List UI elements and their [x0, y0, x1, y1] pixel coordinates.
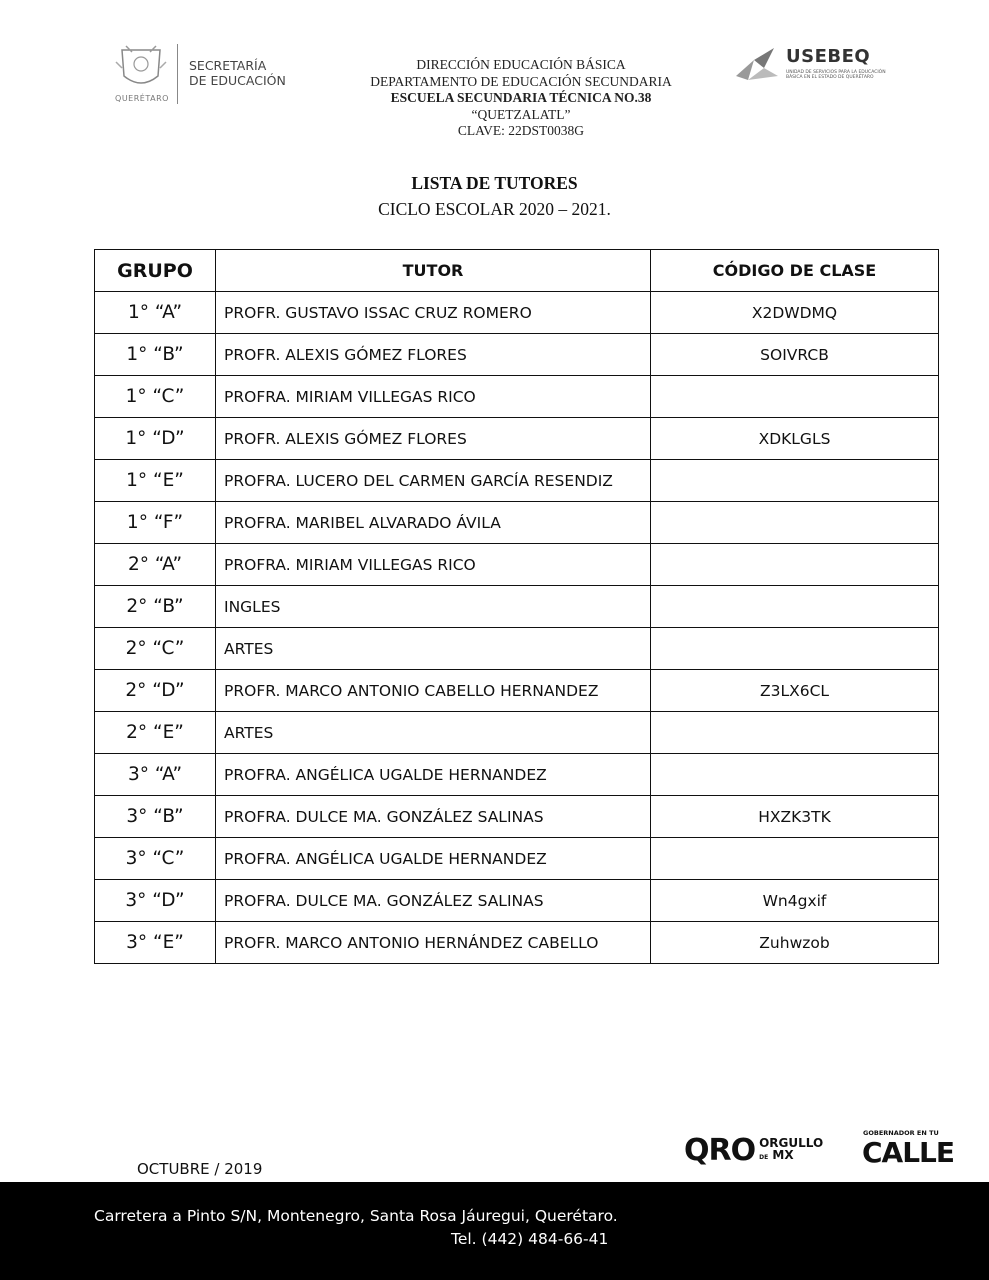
- codigo-cell: [651, 586, 939, 628]
- grupo-cell: 3° “C”: [95, 838, 216, 880]
- header-line-direccion: DIRECCIÓN EDUCACIÓN BÁSICA: [416, 57, 626, 72]
- qro-orgullo-logo: [684, 1133, 823, 1168]
- tutor-cell: PROFR. ALEXIS GÓMEZ FLORES: [216, 334, 651, 376]
- grupo-cell: 2° “D”: [95, 670, 216, 712]
- table-row: [95, 502, 939, 544]
- codigo-cell: [651, 838, 939, 880]
- grupo-cell: 1° “B”: [95, 334, 216, 376]
- grupo-cell: 1° “F”: [95, 502, 216, 544]
- page-subtitle: CICLO ESCOLAR 2020 – 2021.: [378, 199, 611, 219]
- document-date: OCTUBRE / 2019: [137, 1160, 263, 1178]
- tutor-cell: PROFRA. MARIBEL ALVARADO ÁVILA: [216, 502, 651, 544]
- table-row: [95, 880, 939, 922]
- codigo-cell: [651, 754, 939, 796]
- footer-address: Carretera a Pinto S/N, Montenegro, Santa Rosa Jáuregui, Querétaro.: [94, 1207, 618, 1225]
- table-row: [95, 418, 939, 460]
- table-row: [95, 460, 939, 502]
- codigo-cell: [651, 376, 939, 418]
- grupo-cell: 1° “C”: [95, 376, 216, 418]
- grupo-cell: 1° “A”: [95, 292, 216, 334]
- grupo-cell: 2° “E”: [95, 712, 216, 754]
- table-row: [95, 796, 939, 838]
- tutor-cell: PROFR. MARCO ANTONIO HERNÁNDEZ CABELLO: [216, 922, 651, 964]
- state-seal-logo: [112, 42, 170, 92]
- table-row: [95, 376, 939, 418]
- header-line-departamento: DEPARTAMENTO DE EDUCACIÓN SECUNDARIA: [370, 73, 672, 89]
- grupo-cell: 1° “E”: [95, 460, 216, 502]
- table-header-row: [95, 250, 939, 292]
- usebeq-subtitle: UNIDAD DE SERVICIOS PARA LA EDUCACIÓN BÁSICA EN EL ESTADO DE QUERÉTARO: [786, 70, 886, 80]
- table-row: [95, 754, 939, 796]
- secretaria-logo-text: SECRETARÍA DE EDUCACIÓN: [189, 58, 286, 88]
- codigo-cell: [651, 460, 939, 502]
- codigo-cell: Z3LX6CL: [651, 670, 939, 712]
- logo-divider: [177, 44, 178, 104]
- grupo-cell: 3° “B”: [95, 796, 216, 838]
- codigo-cell: HXZK3TK: [651, 796, 939, 838]
- header-line-escuela: ESCUELA SECUNDARIA TÉCNICA NO.38: [390, 90, 652, 105]
- header-line-clave: CLAVE: 22DST0038G: [457, 123, 585, 138]
- seal-caption: QUERÉTARO: [115, 94, 169, 103]
- tutor-cell: PROFRA. LUCERO DEL CARMEN GARCÍA RESENDIZ: [216, 460, 651, 502]
- school-header: [320, 57, 722, 140]
- orgullo-logo-text: ORGULLO DE MX: [759, 1136, 824, 1162]
- codigo-cell: [651, 712, 939, 754]
- codigo-cell: [651, 628, 939, 670]
- tutor-cell: PROFRA. MIRIAM VILLEGAS RICO: [216, 376, 651, 418]
- calle-logo: CALLE: [862, 1136, 955, 1169]
- tutor-cell: PROFRA. DULCE MA. GONZÁLEZ SALINAS: [216, 880, 651, 922]
- footer-telephone: Tel. (442) 484-66-41: [451, 1230, 609, 1248]
- grupo-cell: 2° “B”: [95, 586, 216, 628]
- table-row: [95, 670, 939, 712]
- usebeq-bird-icon: [734, 46, 780, 82]
- tutor-cell: PROFR. MARCO ANTONIO CABELLO HERNANDEZ: [216, 670, 651, 712]
- codigo-cell: X2DWDMQ: [651, 292, 939, 334]
- tutor-cell: ARTES: [216, 712, 651, 754]
- tutor-cell: PROFR. GUSTAVO ISSAC CRUZ ROMERO: [216, 292, 651, 334]
- table-row: [95, 586, 939, 628]
- tutor-cell: ARTES: [216, 628, 651, 670]
- table-row: [95, 838, 939, 880]
- tutor-cell: PROFRA. ANGÉLICA UGALDE HERNANDEZ: [216, 838, 651, 880]
- page-title: LISTA DE TUTORES: [411, 173, 578, 193]
- header-codigo: CÓDIGO DE CLASE: [651, 250, 939, 292]
- tutor-cell: PROFRA. DULCE MA. GONZÁLEZ SALINAS: [216, 796, 651, 838]
- table-row: [95, 628, 939, 670]
- tutor-cell: PROFR. ALEXIS GÓMEZ FLORES: [216, 418, 651, 460]
- grupo-cell: 2° “C”: [95, 628, 216, 670]
- tutor-cell: PROFRA. ANGÉLICA UGALDE HERNANDEZ: [216, 754, 651, 796]
- grupo-cell: 3° “A”: [95, 754, 216, 796]
- header-line-nombre: “QUETZALATL”: [471, 106, 571, 122]
- grupo-cell: 3° “D”: [95, 880, 216, 922]
- tutor-cell: INGLES: [216, 586, 651, 628]
- codigo-cell: SOIVRCB: [651, 334, 939, 376]
- table-row: [95, 712, 939, 754]
- header-tutor: TUTOR: [216, 250, 651, 292]
- header-grupo: GRUPO: [95, 250, 216, 292]
- table-row: [95, 922, 939, 964]
- table-row: [95, 292, 939, 334]
- codigo-cell: [651, 502, 939, 544]
- codigo-cell: XDKLGLS: [651, 418, 939, 460]
- grupo-cell: 2° “A”: [95, 544, 216, 586]
- grupo-cell: 1° “D”: [95, 418, 216, 460]
- codigo-cell: Wn4gxif: [651, 880, 939, 922]
- table-row: [95, 544, 939, 586]
- calle-logo-caption: GOBERNADOR EN TU: [863, 1129, 939, 1137]
- table-row: [95, 334, 939, 376]
- tutor-cell: PROFRA. MIRIAM VILLEGAS RICO: [216, 544, 651, 586]
- usebeq-name: USEBEQ: [786, 46, 871, 67]
- codigo-cell: Zuhwzob: [651, 922, 939, 964]
- grupo-cell: 3° “E”: [95, 922, 216, 964]
- tutors-table: [94, 249, 939, 964]
- codigo-cell: [651, 544, 939, 586]
- qro-logo-text: QRO: [684, 1133, 756, 1168]
